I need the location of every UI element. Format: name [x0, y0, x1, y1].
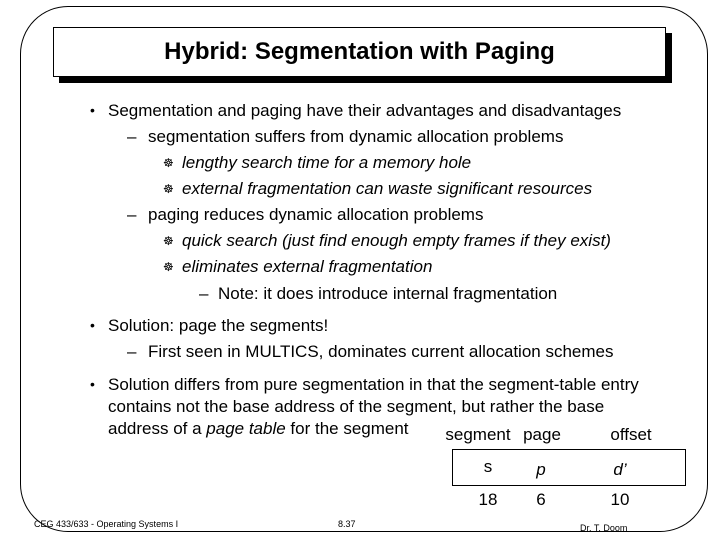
bullet-2-sub-1: First seen in MULTICS, dominates current allocation schemes [148, 342, 614, 361]
header-page: page [523, 425, 561, 444]
bullet-1-sub-2-item-1: quick search (just find enough empty frames if they exist) [182, 231, 611, 250]
bullet-3-line-1: Solution differs from pure segmentation in that the segment-table entry [108, 375, 639, 394]
footer-course: CEG 433/633 - Operating Systems I [34, 519, 179, 529]
sub-bullet-icon: ☸ [163, 234, 174, 248]
symbol-s: s [483, 457, 493, 476]
bullet-1-sub-1: segmentation suffers from dynamic allocation problems [148, 127, 564, 146]
dash-marker: – [127, 342, 137, 361]
symbol-d: d’ [613, 460, 627, 479]
table-right-border [685, 449, 686, 486]
bullet-1-sub-2: paging reduces dynamic allocation problems [148, 205, 484, 224]
bullet-1-text: Segmentation and paging have their advantages and disadvantages [108, 101, 622, 120]
sub-bullet-icon: ☸ [163, 156, 174, 170]
dash-marker: – [199, 284, 209, 303]
bullet-marker: • [90, 376, 95, 392]
bullet-3-line-3: address of a page table for the segment [108, 419, 409, 438]
table-bottom-border [452, 485, 686, 486]
footer-page-number: 8.37 [338, 519, 356, 529]
dash-marker: – [127, 205, 137, 224]
footer-author: Dr. T. Doom [580, 523, 628, 533]
dash-marker: – [127, 127, 137, 146]
bullet-1-sub-1-item-2: external fragmentation can waste significant resources [182, 179, 593, 198]
value-offset: 10 [610, 490, 630, 509]
bullet-marker: • [90, 102, 95, 118]
bullet-3-line-2: contains not the base address of the segment, but rather the base [108, 397, 605, 416]
sub-bullet-icon: ☸ [163, 182, 174, 196]
sub-bullet-icon: ☸ [163, 260, 174, 274]
bullet-1-sub-2-item-2: eliminates external fragmentation [182, 257, 433, 276]
symbol-p: p [536, 460, 546, 479]
value-segment: 18 [478, 490, 498, 509]
slide-title: Hybrid: Segmentation with Paging [53, 27, 666, 77]
value-page: 6 [536, 490, 546, 509]
header-offset: offset [610, 425, 652, 444]
bullet-2-text: Solution: page the segments! [108, 316, 329, 335]
bullet-1-sub-1-item-1: lengthy search time for a memory hole [182, 153, 472, 172]
header-segment: segment [445, 425, 511, 444]
table-top-border [452, 449, 686, 450]
table-left-border [452, 449, 453, 486]
bullet-marker: • [90, 317, 95, 333]
bullet-1-sub-2-note: Note: it does introduce internal fragmentation [218, 284, 558, 303]
